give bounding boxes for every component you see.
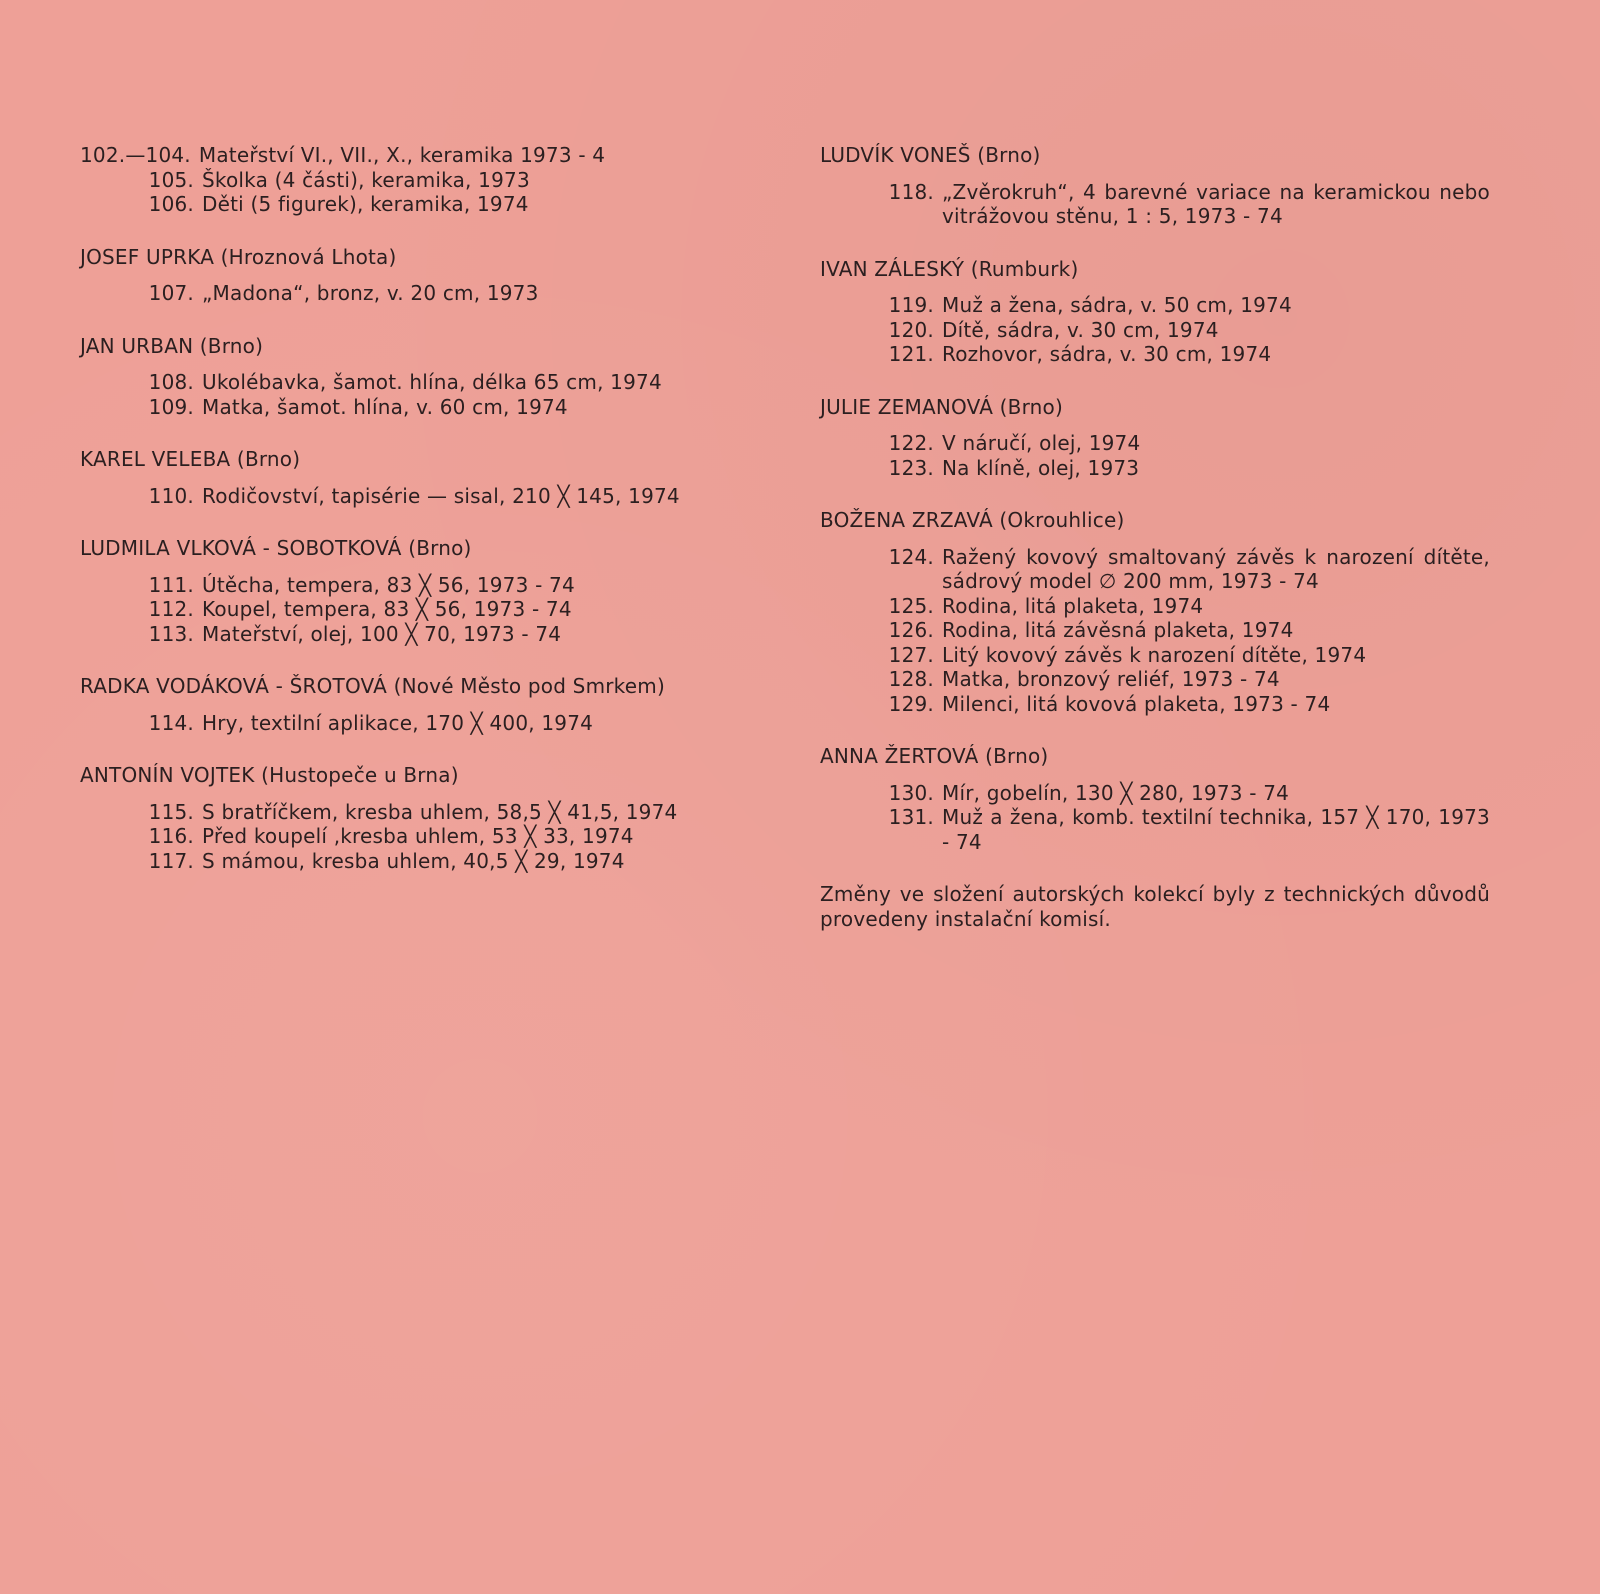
catalog-entry <box>820 692 1490 717</box>
entry-number: 108. <box>148 370 194 394</box>
entry-text: Muž a žena, sádra, v. 50 cm, 1974 <box>942 293 1292 317</box>
entry-text: Litý kovový závěs k narození dítěte, 1974 <box>942 642 1367 667</box>
catalog-entry <box>80 622 760 647</box>
entry-text: Děti (5 figurek), keramika, 1974 <box>202 192 529 216</box>
catalog-entry <box>820 342 1490 367</box>
artist-block <box>820 508 1490 716</box>
footnote: Změny ve složení autorských kolekcí byly z technických důvodů provedeny instalační komisí. <box>820 882 1490 931</box>
entry-text: Matka, bronzový reliéf, 1973 - 74 <box>942 667 1280 691</box>
catalog-entry <box>820 180 1490 229</box>
entry-text: Koupel, tempera, 83 ╳ 56, 1973 - 74 <box>202 597 572 621</box>
right-column <box>820 143 1490 931</box>
entry-list <box>80 484 760 509</box>
entry-number: 107. <box>148 281 194 305</box>
artist-name: JULIE ZEMANOVÁ (Brno) <box>820 394 1063 419</box>
entry-list <box>80 143 760 217</box>
catalog-entry <box>820 643 1490 668</box>
entry-number: 110. <box>148 483 194 508</box>
entry-number: 122. <box>888 431 934 455</box>
entry-text: „Madona“, bronz, v. 20 cm, 1973 <box>202 281 539 305</box>
entry-number: 105. <box>148 167 194 192</box>
catalog-entry <box>80 370 760 395</box>
entry-number: 114. <box>148 710 194 735</box>
artist-name: KAREL VELEBA (Brno) <box>80 447 301 471</box>
artist-block <box>820 257 1490 367</box>
catalog-entry <box>820 781 1490 806</box>
artist-block <box>820 744 1490 854</box>
entry-list <box>820 781 1490 855</box>
entry-text: Rodina, litá závěsná plaketa, 1974 <box>942 618 1294 642</box>
catalog-entry <box>80 395 760 420</box>
entry-text: Ukolébavka, šamot. hlína, délka 65 cm, 1974 <box>202 370 662 394</box>
catalog-entry <box>820 618 1490 643</box>
catalog-entry <box>820 667 1490 692</box>
entry-number: 126. <box>888 618 934 642</box>
entry-list <box>820 180 1490 229</box>
catalog-entry <box>80 143 760 168</box>
entry-number: 127. <box>888 642 934 667</box>
entry-list <box>820 293 1490 367</box>
entry-text: Muž a žena, komb. textilní technika, 157 ╳ 170, 1973 - 74 <box>942 805 1490 854</box>
entry-text: Rodičovství, tapisérie — sisal, 210 ╳ 145, 1974 <box>202 483 680 508</box>
artist-name: RADKA VODÁKOVÁ - ŠROTOVÁ (Nové Město pod Smrkem) <box>80 674 665 698</box>
entry-text: S bratříčkem, kresba uhlem, 58,5 ╳ 41,5, 1974 <box>202 799 678 824</box>
catalog-entry <box>820 431 1490 456</box>
entry-text: Ražený kovový smaltovaný závěs k narození dítěte, sádrový model ∅ 200 mm, 1973 - 74 <box>942 544 1490 593</box>
entry-text: V náručí, olej, 1974 <box>942 431 1141 455</box>
entry-text: Útěcha, tempera, 83 ╳ 56, 1973 - 74 <box>202 572 575 597</box>
catalog-entry <box>80 484 760 509</box>
artist-name: ANTONÍN VOJTEK (Hustopeče u Brna) <box>80 763 459 787</box>
catalog-entry <box>80 711 760 736</box>
entry-number: 109. <box>148 394 194 419</box>
entry-text: Hry, textilní aplikace, 170 ╳ 400, 1974 <box>202 710 594 735</box>
catalog-entry <box>80 849 760 874</box>
entry-list <box>80 711 760 736</box>
catalog-entry <box>80 168 760 193</box>
entry-number: 124. <box>888 544 934 569</box>
entry-number: 111. <box>148 572 194 597</box>
artist-block <box>80 334 760 420</box>
artist-block <box>80 674 760 735</box>
artist-block-continuation <box>80 143 760 217</box>
artist-block <box>80 447 760 508</box>
entry-text: Rozhovor, sádra, v. 30 cm, 1974 <box>942 342 1272 366</box>
artist-block <box>80 245 760 306</box>
entry-text: Milenci, litá kovová plaketa, 1973 - 74 <box>942 691 1331 716</box>
catalog-entry <box>820 805 1490 854</box>
entry-number: 123. <box>888 455 934 480</box>
artist-block <box>80 536 760 646</box>
entry-text: Mateřství, olej, 100 ╳ 70, 1973 - 74 <box>202 621 562 646</box>
catalog-entry <box>80 192 760 217</box>
entry-number: 125. <box>888 593 934 618</box>
artist-name: JOSEF UPRKA (Hroznová Lhota) <box>80 244 397 269</box>
catalog-entry <box>80 573 760 598</box>
catalog-entry <box>820 594 1490 619</box>
entry-number: 106. <box>148 192 194 216</box>
artist-block <box>820 143 1490 229</box>
artist-block <box>820 395 1490 481</box>
entry-number: 116. <box>148 824 194 848</box>
catalog-entry <box>820 545 1490 594</box>
artist-name: IVAN ZÁLESKÝ (Rumburk) <box>820 256 1079 281</box>
entry-number: 113. <box>148 621 194 646</box>
catalog-entry <box>80 824 760 849</box>
entry-number: 128. <box>888 667 934 691</box>
catalog-entry <box>80 800 760 825</box>
entry-text: Školka (4 části), keramika, 1973 <box>202 167 530 192</box>
catalog-entry <box>820 293 1490 318</box>
artist-name: ANNA ŽERTOVÁ (Brno) <box>820 744 1049 768</box>
entry-list <box>820 431 1490 480</box>
entry-list <box>80 573 760 647</box>
entry-number: 115. <box>148 799 194 824</box>
entry-list <box>80 281 760 306</box>
entry-number: 129. <box>888 691 934 716</box>
entry-number: 119. <box>888 293 934 317</box>
entry-text: „Zvěrokruh“, 4 barevné variace na keramickou nebo vitrážovou stěnu, 1 : 5, 1973 - 74 <box>942 179 1490 228</box>
entry-text: Dítě, sádra, v. 30 cm, 1974 <box>942 317 1219 342</box>
entry-text: S mámou, kresba uhlem, 40,5 ╳ 29, 1974 <box>202 848 625 873</box>
entry-text: Před koupelí ,kresba uhlem, 53 ╳ 33, 1974 <box>202 824 634 848</box>
entry-text: Mateřství VI., VII., X., keramika 1973 - 4 <box>198 143 606 167</box>
artist-name: JAN URBAN (Brno) <box>80 333 264 358</box>
entry-list <box>80 370 760 419</box>
entry-list <box>80 800 760 874</box>
catalog-entry <box>820 456 1490 481</box>
entry-text: Rodina, litá plaketa, 1974 <box>942 593 1204 618</box>
entry-text: Matka, šamot. hlína, v. 60 cm, 1974 <box>202 394 568 419</box>
entry-number: 118. <box>888 179 934 204</box>
entry-number: 121. <box>888 342 934 366</box>
entry-number: 117. <box>148 848 194 873</box>
entry-number: 102.—104. <box>80 143 191 167</box>
entry-text: Mír, gobelín, 130 ╳ 280, 1973 - 74 <box>942 780 1290 805</box>
entry-text: Na klíně, olej, 1973 <box>942 455 1140 480</box>
catalog-entry <box>80 281 760 306</box>
entry-number: 120. <box>888 317 934 342</box>
catalog-entry <box>820 318 1490 343</box>
entry-number: 130. <box>888 780 934 805</box>
catalog-entry <box>80 597 760 622</box>
entry-number: 112. <box>148 597 194 621</box>
entry-number: 131. <box>888 805 934 829</box>
artist-name: BOŽENA ZRZAVÁ (Okrouhlice) <box>820 508 1125 532</box>
artist-name: LUDMILA VLKOVÁ - SOBOTKOVÁ (Brno) <box>80 536 472 560</box>
entry-list <box>820 545 1490 717</box>
artist-block <box>80 763 760 873</box>
left-column <box>80 143 760 901</box>
artist-name: LUDVÍK VONEŠ (Brno) <box>820 143 1041 167</box>
